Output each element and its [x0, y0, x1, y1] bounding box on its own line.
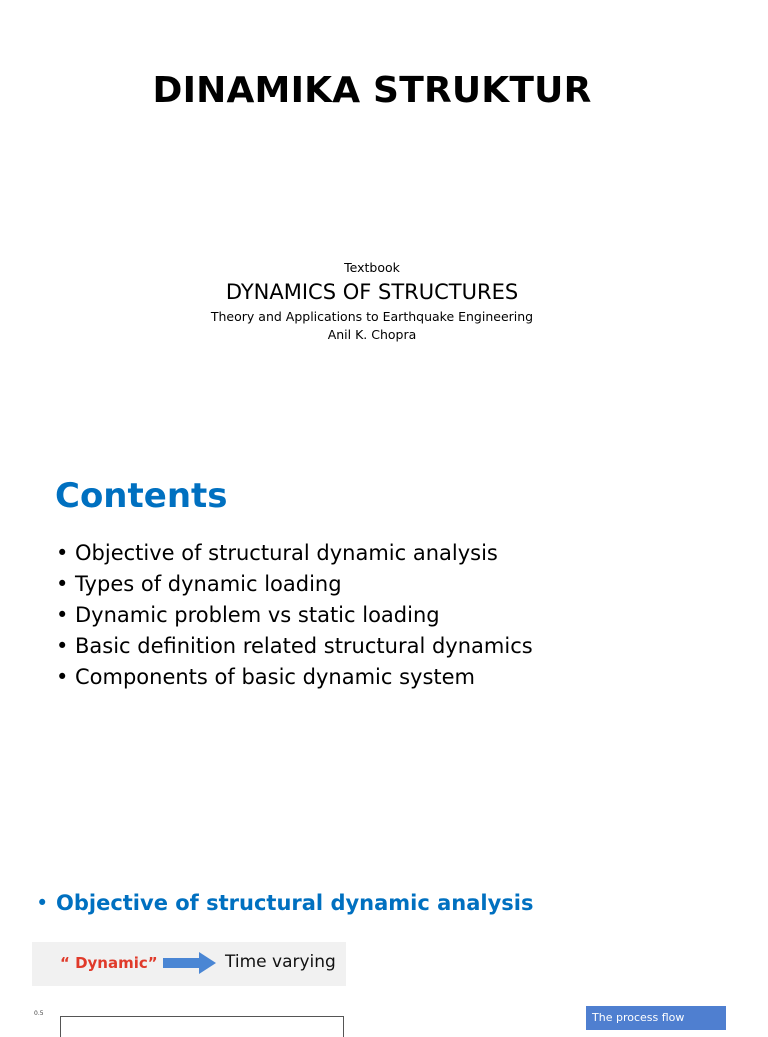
list-item	[56, 631, 533, 662]
textbook-label: Textbook	[344, 260, 400, 275]
contents-list	[56, 538, 533, 693]
list-item	[56, 662, 533, 693]
plot-frame	[60, 1016, 344, 1037]
bullet-icon: •	[56, 665, 69, 689]
book-subtitle: Theory and Applications to Earthquake Engineering	[210, 309, 534, 324]
list-item-text: Components of basic dynamic system	[75, 665, 476, 689]
list-item	[56, 600, 533, 631]
section-heading	[36, 891, 534, 915]
bullet-icon: •	[56, 572, 69, 596]
contents-heading: Contents	[55, 476, 228, 516]
list-item-text: Basic definition related structural dynamics	[75, 634, 533, 658]
list-item	[56, 538, 533, 569]
bullet-icon: •	[36, 891, 49, 915]
list-item-text: Types of dynamic loading	[75, 572, 342, 596]
bullet-icon: •	[56, 541, 69, 565]
right-arrow-icon	[163, 952, 217, 974]
process-flow-label: The process flow	[592, 1011, 685, 1024]
section-heading-text: Objective of structural dynamic analysis	[56, 891, 534, 915]
time-varying-label: Time varying	[225, 952, 336, 972]
process-flow-box	[586, 1006, 726, 1030]
plot-tick-label: 0.5	[34, 1010, 44, 1017]
list-item-text: Dynamic problem vs static loading	[75, 603, 440, 627]
bullet-icon: •	[56, 603, 69, 627]
list-item	[56, 569, 533, 600]
book-author: Anil K. Chopra	[327, 327, 417, 342]
list-item-text: Objective of structural dynamic analysis	[75, 541, 498, 565]
bullet-icon: •	[56, 634, 69, 658]
dynamic-label: “ Dynamic”	[60, 954, 158, 972]
page-title: DINAMIKA STRUKTUR	[152, 70, 592, 111]
book-title: DYNAMICS OF STRUCTURES	[225, 280, 519, 304]
